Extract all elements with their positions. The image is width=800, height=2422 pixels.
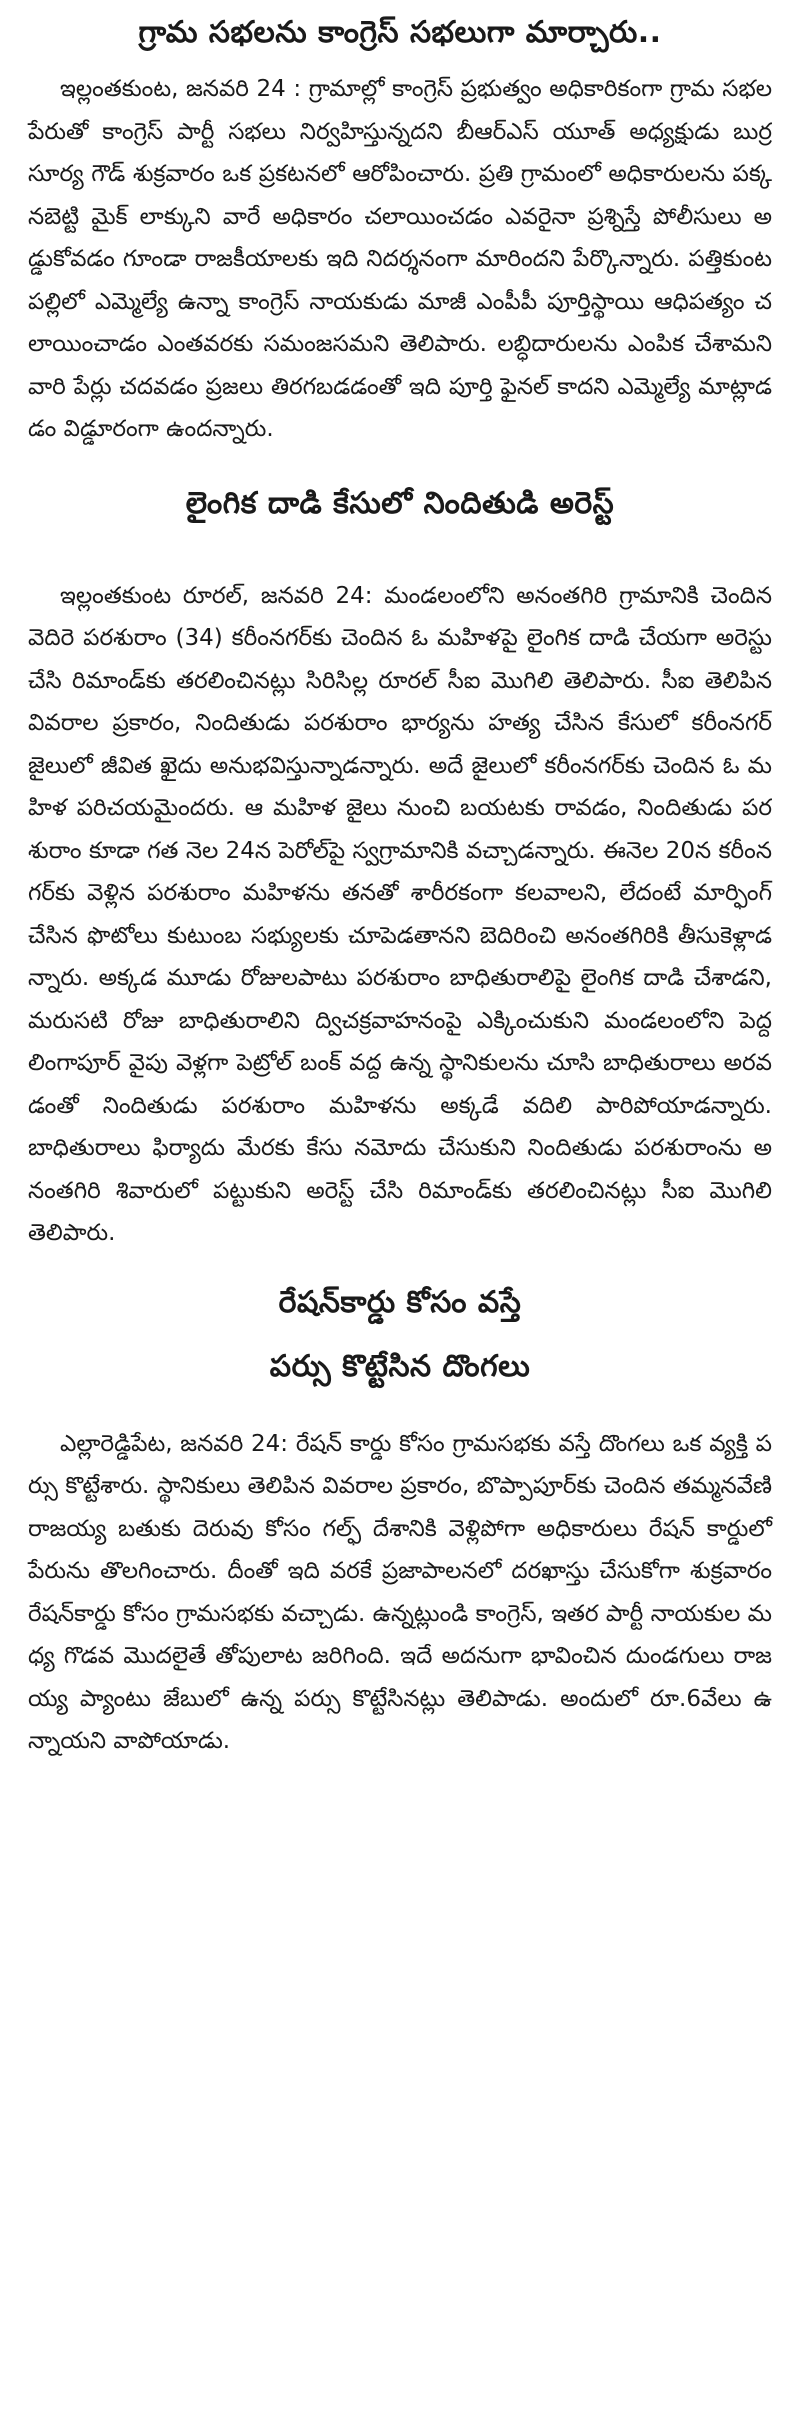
article-arrest	[28, 451, 772, 1255]
article-body: ఎల్లారెడ్డిపేట, జనవరి 24: రేషన్‌ కార్డు కోసం గ్రామసభకు వస్తే దొంగలు ఒక వ్యక్తి పర్సు కొట్టేశారు. స్థానికులు తెలిపిన వివరాల ప్రకారం, బొప్పాపూర్‌కు చెందిన తమ్మనవేణి రాజయ్య బతుకు దెరువు కోసం గల్ఫ్‌ దేశానికి వెళ్లిపోగా అధికారులు రేషన్‌ కార్డులో పేరును తొలగించారు. దీంతో ఇది వరకే ప్రజాపాలనలో దరఖాస్తు చేసుకోగా శుక్రవారం రేషన్‌కార్డు కోసం గ్రామసభకు వచ్చాడు. ఉన్నట్లుండి కాంగ్రెస్‌, ఇతర పార్టీ నాయకుల మధ్య గొడవ మొదలైతే తోపులాట జరిగింది. ఇదే అదనుగా భావించిన దుండగులు రాజయ్య ప్యాంటు జేబులో ఉన్న పర్సు కొట్టేసినట్లు తెలిపాడు. అందులో రూ.6వేలు ఉన్నాయని వాపోయాడు.	[28, 1430, 772, 1754]
article-headline-line-2: పర్సు కొట్టేసిన దొంగలు	[269, 1348, 531, 1384]
article-gram-sabha	[28, 0, 772, 451]
article-headline: లైంగిక దాడి కేసులో నిందితుడి అరెస్ట్‌	[185, 485, 615, 521]
article-body: ఇల్లంతకుంట, జనవరి 24 : గ్రామాల్లో కాంగ్రెస్‌ ప్రభుత్వం అధికారికంగా గ్రామ సభల పేరుతో కాంగ్రెస్‌ పార్టీ సభలు నిర్వహిస్తున్నదని బీఆర్‌ఎస్‌ యూత్‌ అధ్యక్షుడు బుర్ర సూర్య గౌడ్‌ శుక్రవారం ఒక ప్రకటనలో ఆరోపించారు. ప్రతి గ్రామంలో అధికారులను పక్కనబెట్టి మైక్‌ లాక్కుని వారే అధికారం చలాయించడం ఎవరైనా ప్రశ్నిస్తే పోలీసులు అడ్డుకోవడం గూండా రాజకీయాలకు ఇది నిదర్శనంగా మారిందని పేర్కొన్నారు. పత్తికుంటపల్లిలో ఎమ్మెల్యే ఉన్నా కాంగ్రెస్‌ నాయకుడు మాజీ ఎంపీపీ పూర్తిస్థాయి ఆధిపత్యం చలాయించాడం ఎంతవరకు సమంజసమని తెలిపారు. లబ్ధిదారులను ఎంపిక చేశామని వారి పేర్లు చదవడం ప్రజలు తిరగబడడంతో ఇది పూర్తి ఫైనల్‌ కాదని ఎమ్మెల్యే మాట్లాడడం విడ్డూరంగా ఉందన్నారు.	[28, 76, 773, 442]
article-headline: గ్రామ సభలను కాంగ్రెస్‌ సభలుగా మార్చారు..	[138, 15, 662, 50]
article-purse-theft	[28, 1255, 772, 1763]
article-body: ఇల్లంతకుంట రూరల్‌, జనవరి 24: మండలంలోని అనంతగిరి గ్రామానికి చెందిన వెదిరె పరశురాం (34) కరీంనగర్‌కు చెందిన ఓ మహిళపై లైంగిక దాడి చేయగా అరెస్టు చేసి రిమాండ్‌కు తరలించినట్లు సిరిసిల్ల రూరల్‌ సీఐ మొగిలి తెలిపారు. సీఐ తెలిపిన వివరాల ప్రకారం, నిందితుడు పరశురాం భార్యను హత్య చేసిన కేసులో కరీంనగర్‌ జైలులో జీవిత ఖైదు అనుభవిస్తున్నాడన్నారు. అదే జైలులో కరీంనగర్‌కు చెందిన ఓ మహిళ పరిచయమైందరు. ఆ మహిళ జైలు నుంచి బయటకు రావడం, నిందితుడు పరశురాం కూడా గత నెల 24న పెరోల్‌పై స్వగ్రామానికి వచ్చాడన్నారు. ఈనెల 20న కరీంనగర్‌కు వెళ్లిన పరశురాం మహిళను తనతో శారీరకంగా కలవాలని, లేదంటే మార్ఫింగ్‌ చేసిన ఫొటోలు కుటుంబ సభ్యులకు చూపెడతానని బెదిరించి అనంతగిరికి తీసుకెళ్లాడన్నారు. అక్కడ మూడు రోజులపాటు పరశురాం బాధితురాలిపై లైంగిక దాడి చేశాడని, మరుసటి రోజు బాధితురాలిని ద్విచక్రవాహనంపై ఎక్కించుకుని మండలంలోని పెద్దలింగాపూర్‌ వైపు వెళ్లగా పెట్రోల్‌ బంక్‌ వద్ద ఉన్న స్థానికులను చూసి బాధితురాలు అరవడంతో నిందితుడు పరశురాం మహిళను అక్కడే వదిలి పారిపోయాడన్నారు. బాధితురాలు ఫిర్యాదు మేరకు కేసు నమోదు చేసుకుని నిందితుడు పరశురాంను అనంతగిరి శివారులో పట్టుకుని అరెస్ట్‌ చేసి రిమాండ్‌కు తరలించినట్లు సీఐ మొగిలి తెలిపారు.	[28, 582, 772, 1246]
article-headline-line-1: రేషన్‌కార్డు కోసం వస్తే	[278, 1284, 522, 1320]
